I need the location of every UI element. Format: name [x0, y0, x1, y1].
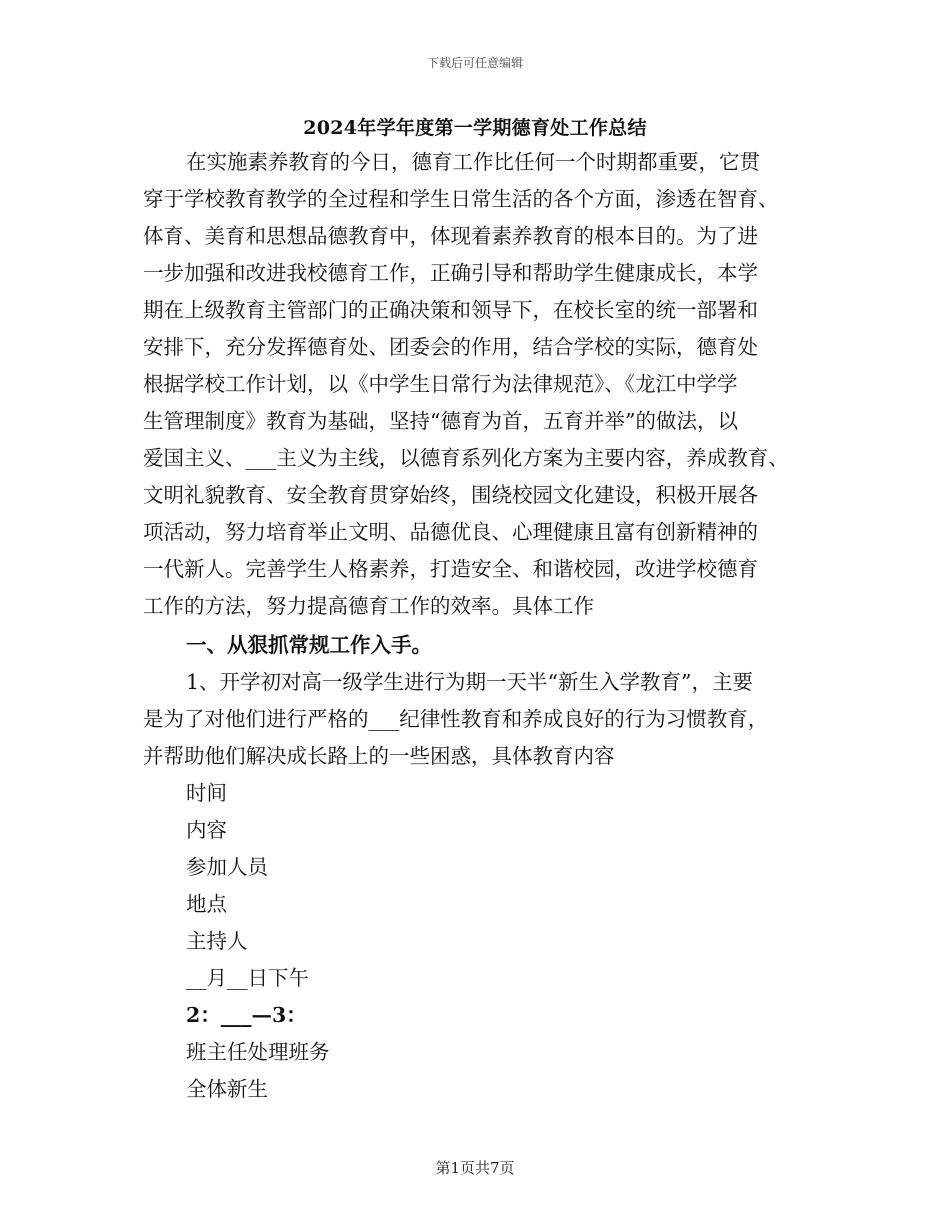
- table-cell: 地点: [186, 892, 227, 916]
- document-title: 2024年学年度第一学期德育处工作总结: [303, 117, 647, 139]
- intro-line: 期在上级教育主管部门的正确决策和领导下，在校长室的统一部署和: [143, 298, 758, 322]
- intro-line: 在实施素养教育的今日，德育工作比任何一个时期都重要，它贯: [186, 150, 760, 174]
- table-cell: 参加人员: [186, 855, 268, 879]
- intro-line: 穿于学校教育教学的全过程和学生日常生活的各个方面，渗透在智育、: [143, 187, 779, 211]
- table-cell: 全体新生: [186, 1077, 268, 1101]
- table-cell: 内容: [186, 818, 227, 842]
- intro-line: 根据学校工作计划，以《中学生日常行为法律规范》、《龙江中学学: [143, 372, 738, 396]
- table-cell: 主持人: [186, 929, 248, 953]
- table-cell: __月__日下午: [186, 966, 309, 990]
- table-cell: 时间: [186, 781, 227, 805]
- intro-line: 安排下，充分发挥德育处、团委会的作用，结合学校的实际，德育处: [143, 335, 758, 359]
- intro-line: 生管理制度》教育为基础，坚持“德育为首，五育并举”的做法，以: [143, 409, 738, 433]
- intro-line: 文明礼貌教育、安全教育贯穿始终，围绕校园文化建设，积极开展各: [143, 483, 758, 507]
- intro-line: 一步加强和改进我校德育工作，正确引导和帮助学生健康成长，本学: [143, 261, 758, 285]
- page-footer: 第1页共7页: [435, 1159, 515, 1177]
- item-line: 1、开学初对高一级学生进行为期一天半“新生入学教育”，主要: [186, 670, 754, 694]
- item-line: 并帮助他们解决成长路上的一些困惑，具体教育内容: [143, 744, 615, 768]
- item-line: 是为了对他们进行严格的___纪律性教育和养成良好的行为习惯教育，: [143, 707, 769, 731]
- table-cell-time: 2：___—3：: [186, 1003, 307, 1027]
- intro-line: 一代新人。完善学生人格素养，打造安全、和谐校园，改进学校德育: [143, 557, 758, 581]
- intro-line: 项活动，努力培育举止文明、品德优良、心理健康且富有创新精神的: [143, 520, 758, 544]
- section-heading: 一、从狠抓常规工作入手。: [186, 633, 432, 657]
- intro-line: 体育、美育和思想品德教育中，体现着素养教育的根本目的。为了进: [143, 224, 758, 248]
- intro-line: 爱国主义、___主义为主线，以德育系列化方案为主要内容，养成教育、: [143, 446, 789, 470]
- page-header: 下载后可任意编辑: [426, 56, 523, 70]
- intro-line: 工作的方法，努力提高德育工作的效率。具体工作: [143, 594, 594, 618]
- table-cell: 班主任处理班务: [186, 1040, 330, 1064]
